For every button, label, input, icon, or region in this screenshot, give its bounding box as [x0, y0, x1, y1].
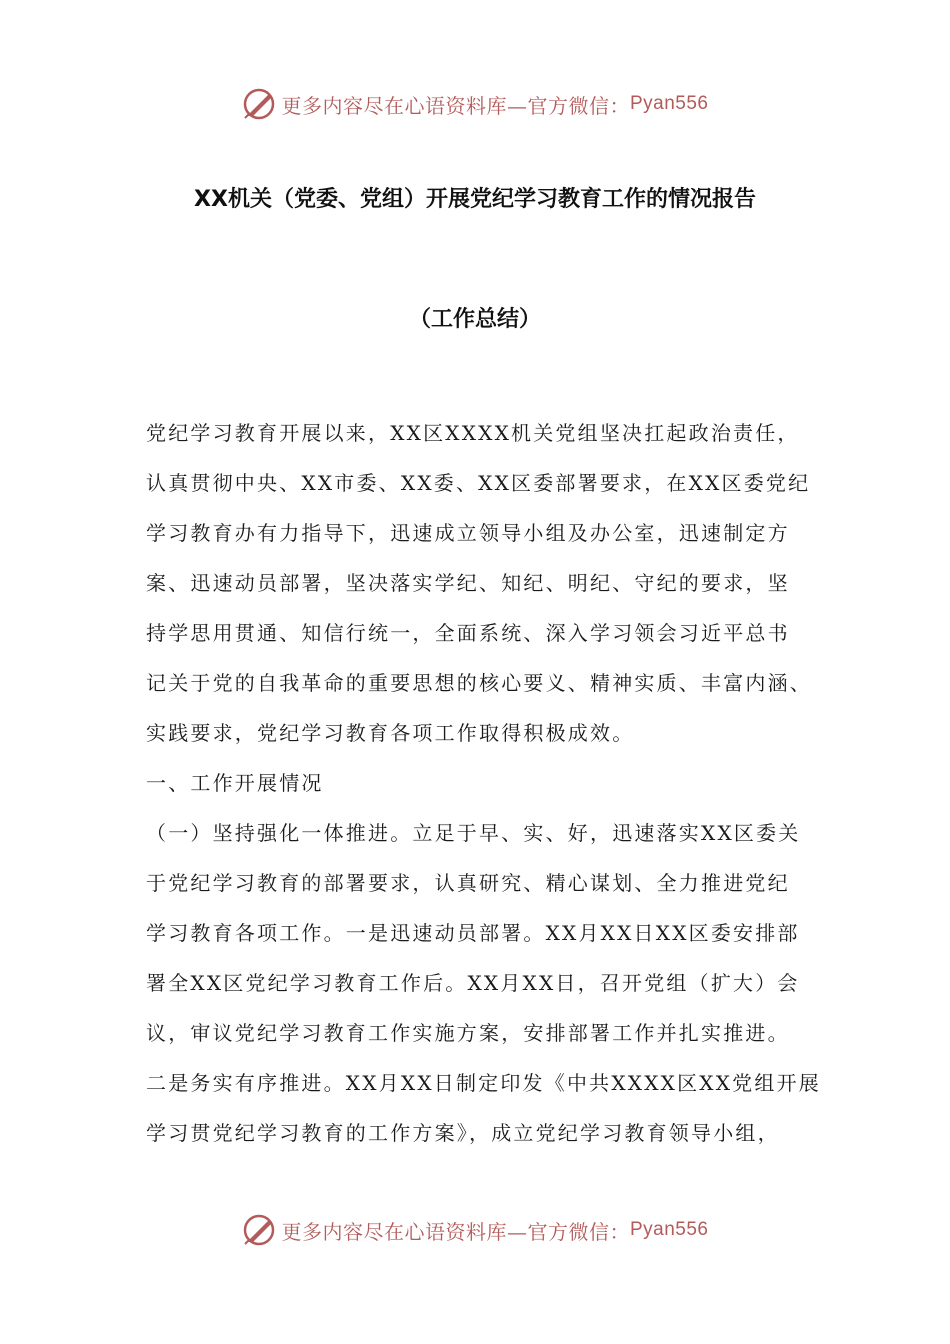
watermark-banner-bottom: [0, 1208, 950, 1252]
body-line: 议，审议党纪学习教育工作实施方案，安排部署工作并扎实推进。: [146, 1021, 790, 1045]
document-body: [146, 418, 836, 1168]
quill-logo-icon: [241, 1212, 277, 1248]
body-line: 党纪学习教育开展以来，XX区XXXX机关党组坚决扛起政治责任，: [146, 421, 800, 445]
watermark-banner-top: [0, 82, 950, 126]
quill-logo-icon: [241, 86, 277, 122]
section-heading: 一、工作开展情况: [146, 771, 324, 795]
body-line: 于党纪学习教育的部署要求，认真研究、精心谋划、全力推进党纪: [146, 871, 790, 895]
body-line: 学习教育办有力指导下，迅速成立领导小组及办公室，迅速制定方: [146, 521, 790, 545]
body-line: 记关于党的自我革命的重要思想的核心要义、精神实质、丰富内涵、: [146, 671, 812, 695]
body-line: 案、迅速动员部署，坚决落实学纪、知纪、明纪、守纪的要求，坚: [146, 571, 790, 595]
watermark-text: 更多内容尽在心语资料库—官方微信：: [281, 1219, 630, 1244]
body-line: 持学思用贯通、知信行统一，全面系统、深入学习领会习近平总书: [146, 621, 790, 645]
body-line: 学习贯党纪学习教育的工作方案》，成立党纪学习教育领导小组，: [146, 1121, 780, 1145]
body-line: 学习教育各项工作。一是迅速动员部署。XX月XX日XX区委安排部: [146, 921, 800, 945]
document-subtitle: （工作总结）: [408, 307, 541, 332]
document-title: XX机关（党委、党组）开展党纪学习教育工作的情况报告: [194, 187, 756, 212]
body-line: 署全XX区党纪学习教育工作后。XX月XX日，召开党组（扩大）会: [146, 971, 800, 995]
watermark-id: Pyan556: [629, 93, 709, 114]
body-line: （一）坚持强化一体推进。立足于早、实、好，迅速落实XX区委关: [146, 821, 801, 845]
body-line: 二是务实有序推进。XX月XX日制定印发《中共XXXX区XX党组开展: [146, 1071, 821, 1095]
body-line: 认真贯彻中央、XX市委、XX委、XX区委部署要求，在XX区委党纪: [146, 471, 811, 495]
watermark-id: Pyan556: [629, 1219, 709, 1240]
body-line: 实践要求，党纪学习教育各项工作取得积极成效。: [146, 721, 635, 745]
watermark-text: 更多内容尽在心语资料库—官方微信：: [281, 93, 630, 118]
